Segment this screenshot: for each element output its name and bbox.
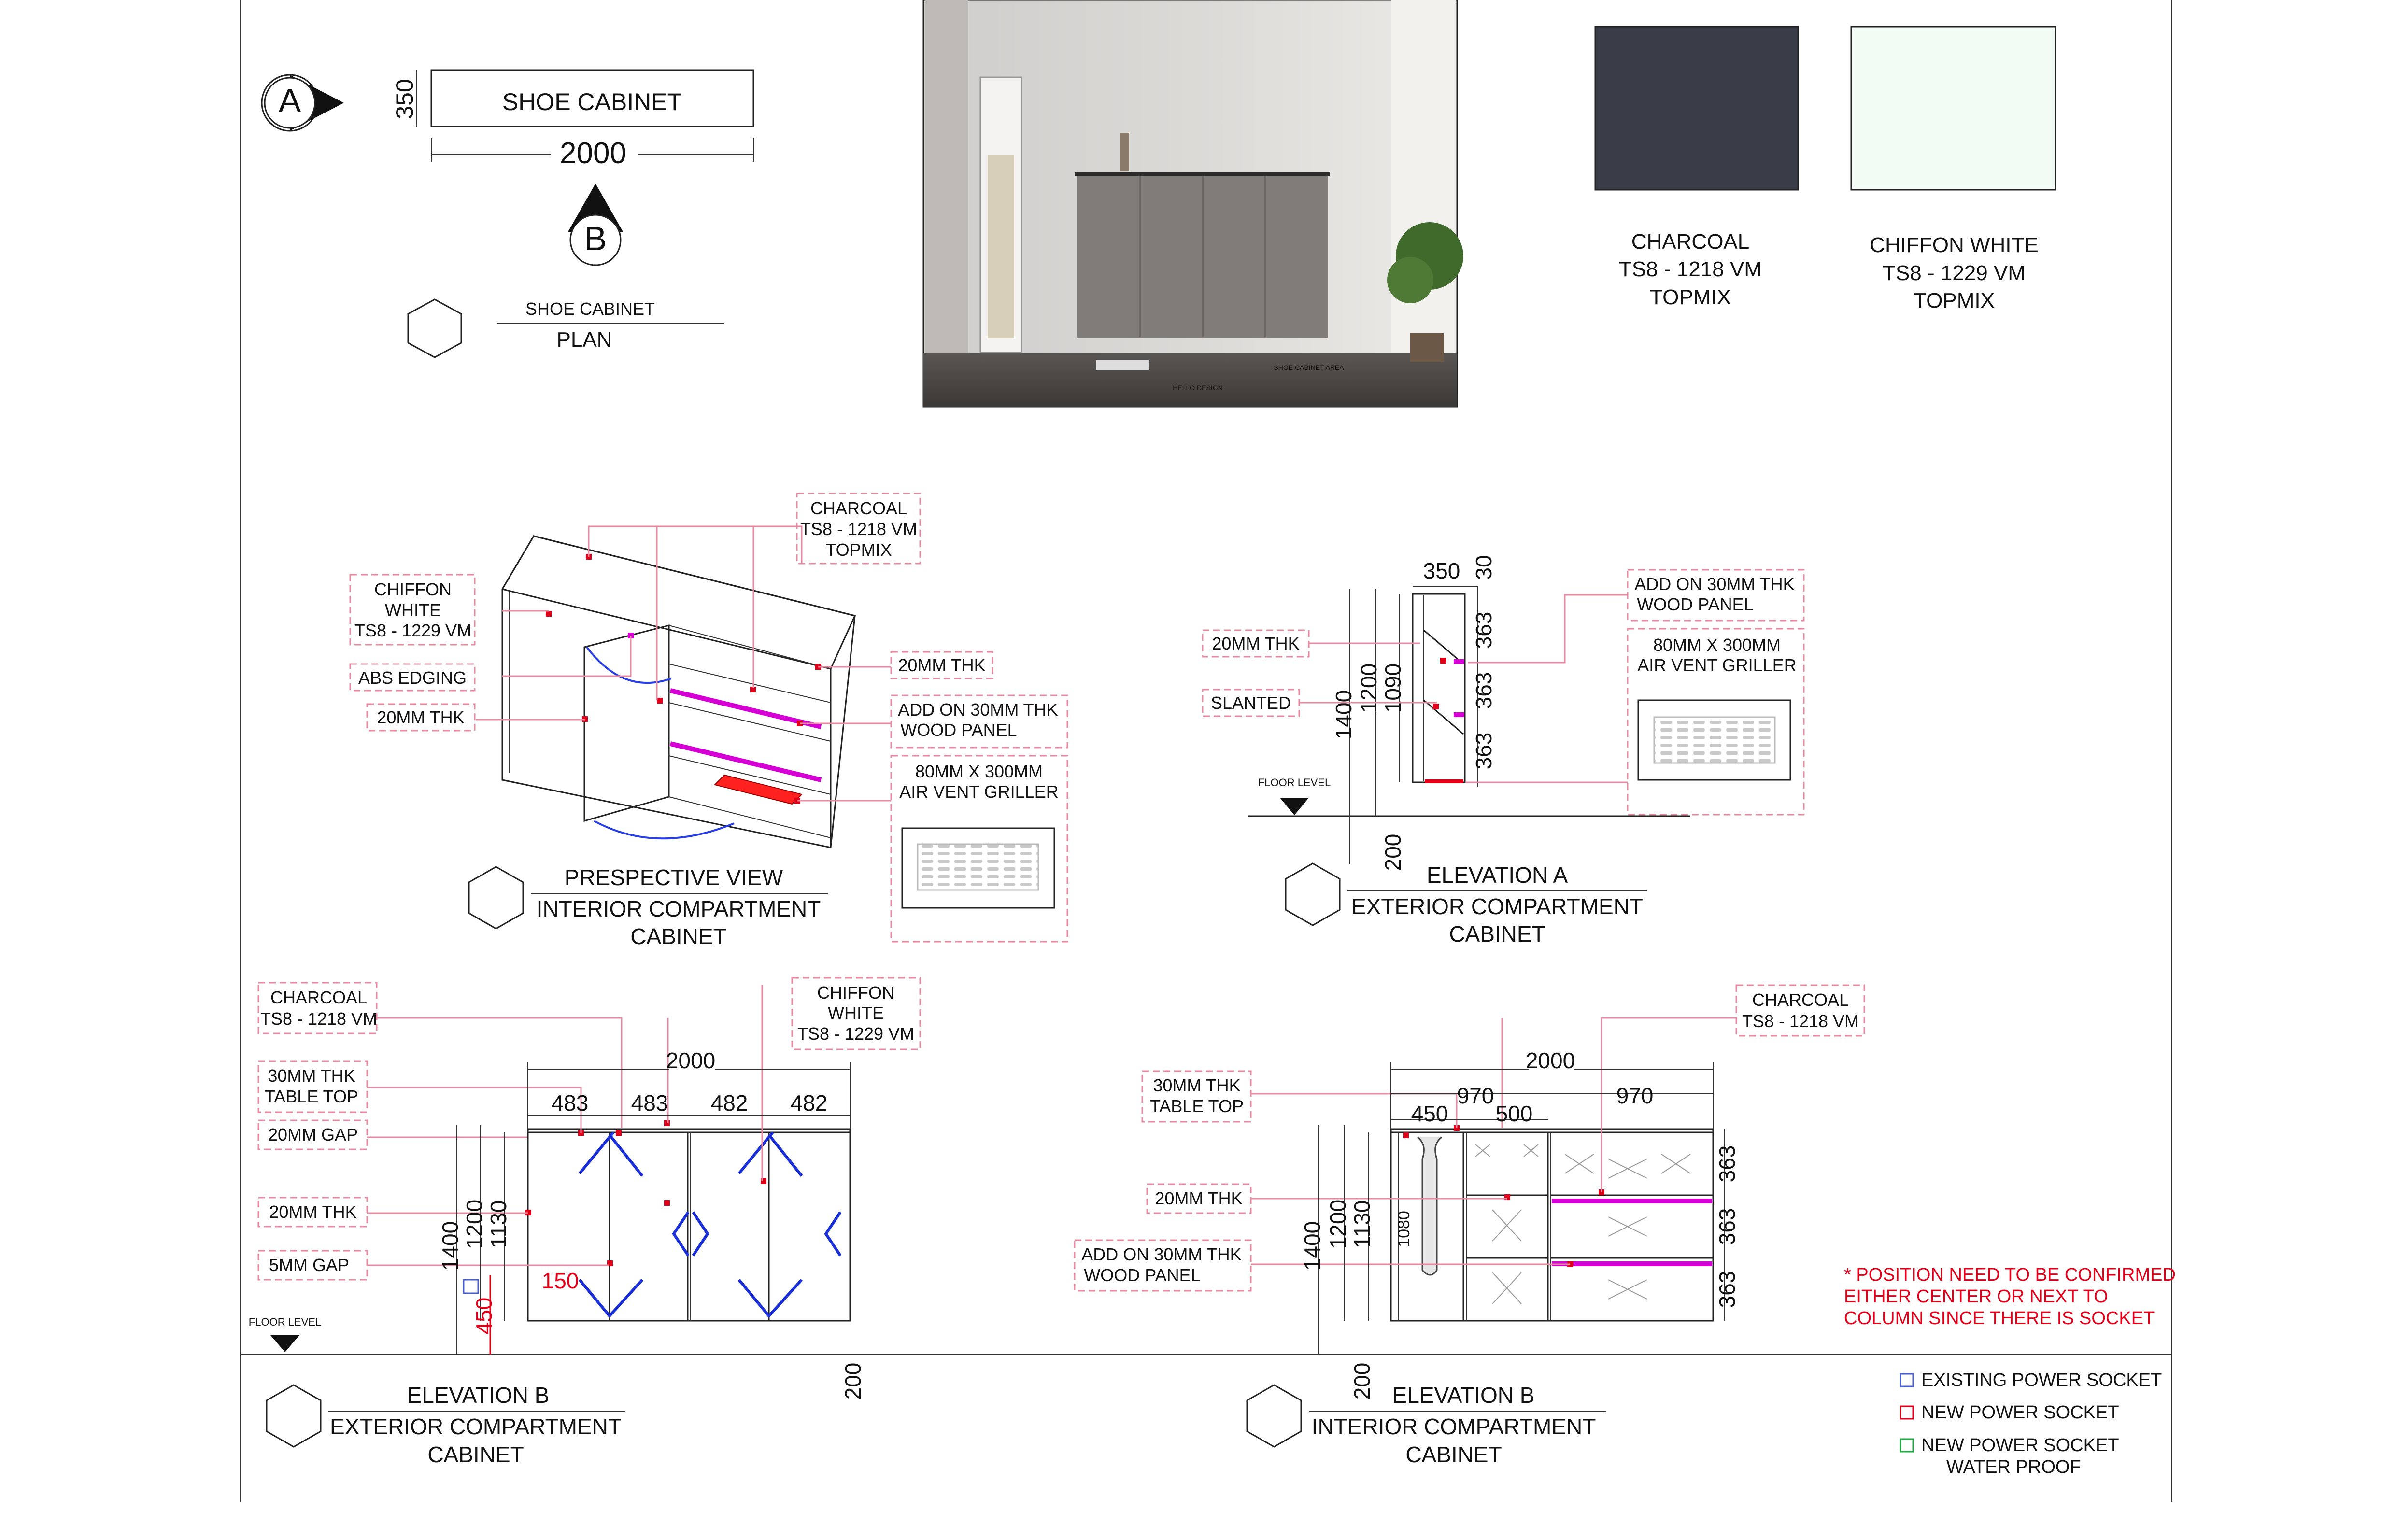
marker-a-label: A	[278, 82, 301, 119]
elevation-b-interior	[1075, 985, 1864, 1467]
elev-b-int-dim-1400: 1400	[1300, 1221, 1325, 1271]
waterproof-socket-icon	[1900, 1439, 1913, 1452]
elev-b-ext-top-l1: 30MM THK	[268, 1066, 355, 1086]
perspective-callout-dots	[546, 554, 821, 804]
elev-b-ext-subtitle: EXTERIOR COMPARTMENT	[330, 1414, 622, 1439]
elev-b-int-umbrella-icon	[1418, 1137, 1442, 1275]
perspective-hexagon-icon	[469, 867, 523, 929]
perspective-vent-l1: 80MM X 300MM	[915, 762, 1043, 781]
elev-a-dim-363-bot: 363	[1471, 732, 1496, 770]
elev-b-int-dim-363-mid: 363	[1715, 1208, 1740, 1245]
perspective-vent-l2: AIR VENT GRILLER	[899, 782, 1059, 802]
elev-a-dim-1200: 1200	[1356, 663, 1381, 713]
elev-b-ext-dim-483-a: 483	[551, 1090, 589, 1116]
elev-b-ext-hexagon-icon	[267, 1385, 321, 1447]
perspective-chiffon-l1: CHIFFON	[374, 579, 452, 599]
elev-b-ext-dim-1130: 1130	[486, 1200, 511, 1248]
swatch-chiffon-white-color	[1851, 27, 2056, 190]
elev-b-int-top-l1: 30MM THK	[1153, 1075, 1241, 1095]
elev-b-ext-socket-icon	[464, 1280, 478, 1293]
elev-b-ext-dim-2000: 2000	[666, 1048, 716, 1073]
perspective-thk-right: 20MM THK	[898, 655, 986, 675]
elev-b-int-panel-l2: WOOD PANEL	[1084, 1265, 1201, 1285]
elev-b-ext-dim-483-b: 483	[631, 1090, 668, 1116]
elev-a-vent-l1: 80MM X 300MM	[1653, 635, 1781, 655]
elev-b-int-dim-1130: 1130	[1349, 1200, 1375, 1248]
elev-a-thk-label: 20MM THK	[1212, 634, 1300, 653]
elev-b-ext-charcoal-l1: CHARCOAL	[270, 988, 368, 1007]
elev-b-int-panel-l1: ADD ON 30MM THK	[1081, 1244, 1242, 1264]
existing-socket-icon	[1900, 1374, 1913, 1386]
render-watermark: HELLO DESIGN	[1173, 384, 1223, 392]
swatch-chiffon-code: TS8 - 1229 VM	[1883, 261, 2026, 285]
swatch-chiffon-name: CHIFFON WHITE	[1870, 233, 2039, 257]
legend-existing: EXISTING POWER SOCKET	[1921, 1370, 2162, 1390]
elev-a-floor-label: FLOOR LEVEL	[1258, 777, 1331, 789]
elev-a-dim-363-mid: 363	[1471, 672, 1496, 709]
perspective-charcoal-l3: TOPMIX	[825, 540, 892, 560]
elev-a-floor-marker-icon	[1280, 798, 1309, 815]
perspective-chiffon-l2: WHITE	[385, 600, 441, 620]
perspective-title: PRESPECTIVE VIEW	[564, 865, 783, 890]
elev-b-int-dim-1200: 1200	[1325, 1199, 1350, 1249]
legend-waterproof-l1: NEW POWER SOCKET	[1921, 1435, 2119, 1455]
elev-a-panel-l2: WOOD PANEL	[1637, 594, 1754, 614]
elev-b-ext-floor-label: FLOOR LEVEL	[248, 1316, 322, 1328]
swatch-chiffon-white	[1851, 27, 2056, 312]
plan-depth-dim: 350	[391, 79, 418, 119]
elev-b-int-cabinet	[1391, 1129, 1713, 1321]
elev-b-int-subtitle-2: CABINET	[1405, 1442, 1502, 1467]
elev-b-ext-dim-1400: 1400	[438, 1221, 463, 1271]
legend-new: NEW POWER SOCKET	[1921, 1402, 2119, 1423]
plan-width-dim: 2000	[560, 137, 626, 170]
swatch-charcoal-name: CHARCOAL	[1631, 230, 1750, 254]
legend-waterproof-l2: WATER PROOF	[1946, 1457, 2081, 1477]
swatch-charcoal-brand: TOPMIX	[1650, 285, 1731, 309]
elev-b-ext-chiffon-l3: TS8 - 1229 VM	[797, 1024, 915, 1044]
swatch-charcoal-code: TS8 - 1218 VM	[1619, 257, 1762, 281]
elev-b-ext-dim-150: 150	[541, 1268, 579, 1293]
plan-title: SHOE CABINET	[525, 299, 655, 319]
elev-a-dim-30: 30	[1471, 555, 1496, 580]
render-image	[923, 0, 1463, 407]
elev-b-ext-dim-1200: 1200	[462, 1199, 487, 1249]
swatch-chiffon-brand: TOPMIX	[1914, 289, 1995, 312]
perspective-charcoal-l1: CHARCOAL	[810, 498, 907, 518]
elev-b-int-dim-1080: 1080	[1395, 1211, 1413, 1247]
elev-a-title: ELEVATION A	[1426, 862, 1568, 888]
elev-a-subtitle-2: CABINET	[1449, 921, 1545, 947]
elev-b-ext-top-l2: TABLE TOP	[264, 1087, 359, 1106]
elev-a-cabinet-side	[1413, 594, 1465, 782]
elev-b-int-charcoal-l1: CHARCOAL	[1752, 990, 1849, 1010]
section-marker-b	[568, 184, 623, 265]
note-line-3: COLUMN SINCE THERE IS SOCKET	[1844, 1308, 2155, 1328]
elev-b-int-top-l2: TABLE TOP	[1149, 1096, 1244, 1116]
perspective-chiffon-l3: TS8 - 1229 VM	[354, 621, 472, 640]
elev-b-int-title: ELEVATION B	[1392, 1383, 1535, 1408]
elev-a-vent-l2: AIR VENT GRILLER	[1637, 655, 1797, 675]
elev-b-ext-thk: 20MM THK	[269, 1202, 357, 1222]
elev-a-dim-363-top: 363	[1471, 611, 1496, 649]
perspective-panel-l1: ADD ON 30MM THK	[898, 700, 1058, 720]
elevation-b-exterior	[249, 978, 920, 1467]
perspective-thk-left: 20MM THK	[377, 707, 465, 727]
perspective-subtitle: INTERIOR COMPARTMENT	[536, 896, 821, 921]
elev-b-ext-charcoal-l2: TS8 - 1218 VM	[260, 1009, 378, 1029]
perspective-air-vent	[715, 775, 802, 804]
elev-a-dim-200: 200	[1380, 834, 1405, 871]
elev-a-slanted-label: SLANTED	[1210, 693, 1291, 713]
perspective-charcoal-l2: TS8 - 1218 VM	[800, 519, 918, 539]
elev-b-int-subtitle: INTERIOR COMPARTMENT	[1311, 1414, 1596, 1439]
elev-b-ext-door-swing-marks	[580, 1132, 840, 1316]
elev-b-ext-dim-482-b: 482	[790, 1090, 828, 1116]
plan-view	[262, 70, 753, 357]
marker-b-label: B	[584, 220, 607, 257]
swatch-charcoal-color	[1595, 27, 1798, 190]
elev-b-int-shelf-hatching	[1475, 1144, 1690, 1304]
note-line-2: EITHER CENTER OR NEXT TO	[1844, 1286, 2108, 1307]
swatch-charcoal	[1595, 27, 1798, 309]
elev-b-ext-chiffon-l2: WHITE	[828, 1003, 884, 1023]
elev-a-panel-l1: ADD ON 30MM THK	[1634, 574, 1795, 594]
note-line-1: * POSITION NEED TO BE CONFIRMED	[1844, 1265, 2176, 1285]
perspective-panel-l2: WOOD PANEL	[900, 720, 1017, 740]
elev-b-int-thk: 20MM THK	[1155, 1188, 1243, 1208]
render-caption: SHOE CABINET AREA	[1274, 364, 1344, 371]
elev-b-ext-callout-dots	[525, 1120, 766, 1266]
elev-a-hexagon-icon	[1286, 863, 1340, 925]
elev-b-ext-floor-marker-icon	[270, 1335, 299, 1352]
elev-b-ext-chiffon-l1: CHIFFON	[817, 983, 894, 1003]
elev-b-ext-title: ELEVATION B	[407, 1383, 550, 1408]
elev-b-ext-dim-450: 450	[471, 1297, 496, 1335]
elev-b-ext-dim-200: 200	[840, 1362, 865, 1400]
perspective-view	[350, 494, 1067, 949]
elev-b-int-dim-363-bot: 363	[1715, 1271, 1740, 1308]
plan-cabinet-label: SHOE CABINET	[502, 88, 682, 115]
elev-b-ext-dim-482-a: 482	[710, 1090, 748, 1116]
elev-b-int-dim-2000: 2000	[1525, 1048, 1575, 1073]
elevation-a	[1203, 555, 1804, 947]
legend	[1900, 1370, 2162, 1477]
perspective-abs-edging: ABS EDGING	[358, 668, 467, 688]
elev-a-subtitle: EXTERIOR COMPARTMENT	[1351, 894, 1643, 919]
elev-a-dim-1090: 1090	[1380, 663, 1405, 713]
elev-b-int-dim-200: 200	[1349, 1362, 1375, 1400]
perspective-subtitle-2: CABINET	[630, 924, 727, 949]
elev-b-int-dim-970-b: 970	[1616, 1083, 1654, 1108]
elev-b-int-dim-970-a: 970	[1457, 1083, 1494, 1108]
elev-a-dim-350: 350	[1423, 558, 1460, 583]
elev-b-int-charcoal-l2: TS8 - 1218 VM	[1742, 1011, 1859, 1031]
elev-b-ext-gap20: 20MM GAP	[268, 1125, 358, 1144]
elev-a-dim-1400: 1400	[1331, 690, 1356, 740]
elev-b-ext-gap5: 5MM GAP	[269, 1255, 350, 1275]
elev-b-int-dim-500: 500	[1495, 1101, 1533, 1126]
elev-b-ext-subtitle-2: CABINET	[427, 1442, 524, 1467]
elev-b-int-dim-450: 450	[1411, 1101, 1448, 1126]
plan-hexagon-icon	[408, 299, 461, 357]
plan-subtitle: PLAN	[556, 328, 612, 352]
elev-b-int-hexagon-icon	[1247, 1385, 1301, 1447]
elev-b-int-dim-363-top: 363	[1715, 1145, 1740, 1183]
new-socket-icon	[1900, 1406, 1913, 1419]
socket-note	[1844, 1265, 2176, 1328]
section-marker-a	[262, 75, 344, 131]
